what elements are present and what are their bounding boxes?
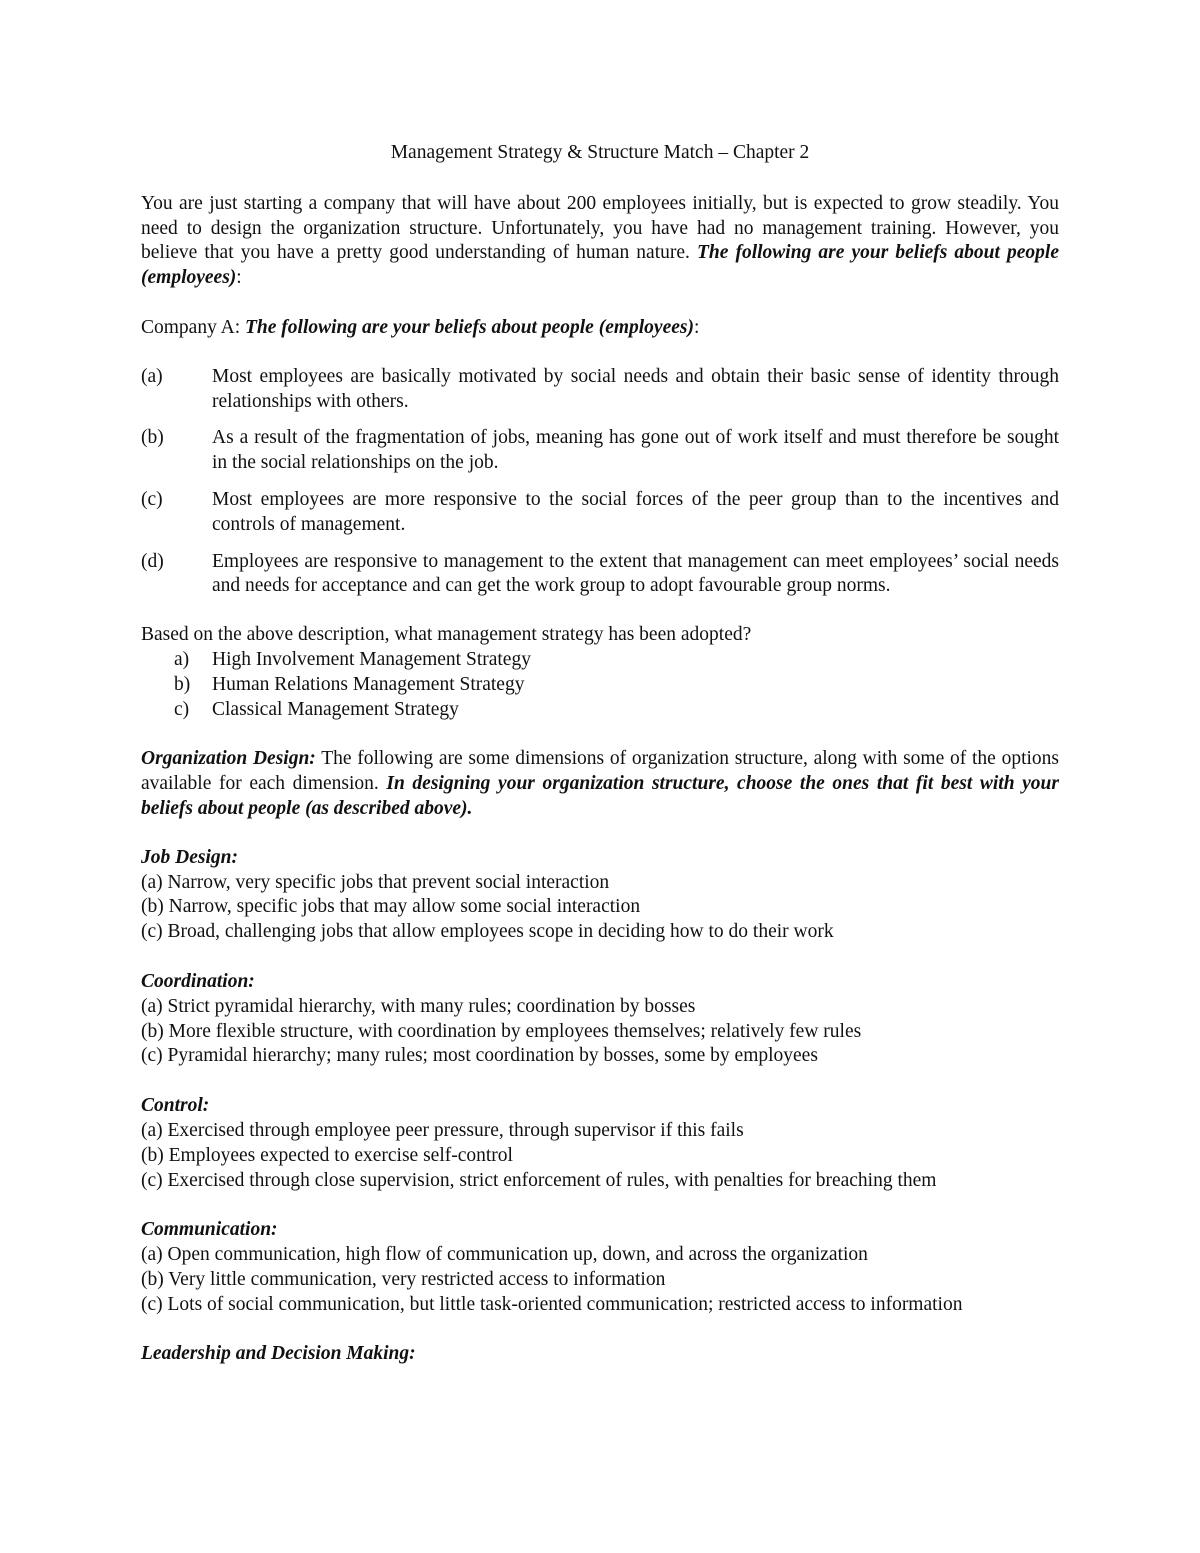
section-heading: Communication: xyxy=(141,1219,278,1241)
section-option: (b) Very little communication, very restricted access to information xyxy=(141,1268,666,1290)
design-text: The following are some dimensions of organization structure, along with some of the options available for each dimension. xyxy=(141,748,1059,795)
section-option: (a) Narrow, very specific jobs that prevent social interaction xyxy=(141,871,610,893)
option-label: c) xyxy=(174,698,190,720)
company-prefix: Company A: xyxy=(141,316,246,338)
section-leadership xyxy=(141,1342,1059,1367)
belief-label: (b) xyxy=(141,427,164,449)
belief-label: (c) xyxy=(141,488,163,510)
belief-item xyxy=(141,550,1059,600)
belief-text: Most employees are basically motivated by social needs and obtain their basic sense of identity through relationships with others. xyxy=(212,365,1059,412)
design-emphasis: In designing your organization structure, choose the ones that fit best with your beliefs about people (as described above). xyxy=(141,773,1059,819)
section-coordination xyxy=(141,970,1059,1069)
strategy-option xyxy=(141,648,1059,673)
document-title: Management Strategy & Structure Match – Chapter 2 xyxy=(390,142,810,163)
option-text: Human Relations Management Strategy xyxy=(212,673,525,695)
belief-text: Most employees are more responsive to the social forces of the peer group than to the incentives and controls of management. xyxy=(212,488,1059,535)
strategy-options xyxy=(141,648,1059,722)
section-heading: Control: xyxy=(141,1095,210,1117)
section-option: (c) Lots of social communication, but little task-oriented communication; restricted access to information xyxy=(141,1293,963,1315)
belief-label: (a) xyxy=(141,365,163,387)
intro-text: You are just starting a company that will have about 200 employees initially, but is expected to grow steadily. You need to design the organization structure. Unfortunately, you have had no management training. However, you believe that you have a pretty good understanding of human nature. xyxy=(141,192,1059,264)
belief-text: As a result of the fragmentation of jobs, meaning has gone out of work itself and must therefore be sought in the social relationships on the job. xyxy=(212,427,1059,474)
design-heading: Organization Design: xyxy=(141,748,316,770)
company-emphasis: The following are your beliefs about people (employees) xyxy=(245,316,694,338)
section-communication xyxy=(141,1218,1059,1317)
intro-paragraph xyxy=(141,192,1059,291)
section-option: (c) Pyramidal hierarchy; many rules; most coordination by bosses, some by employees xyxy=(141,1045,818,1067)
section-option: (a) Exercised through employee peer pressure, through supervisor if this fails xyxy=(141,1119,744,1141)
section-option: (c) Broad, challenging jobs that allow employees scope in deciding how to do their work xyxy=(141,921,834,943)
belief-text: Employees are responsive to management to the extent that management can meet employees’ social needs and needs for acceptance and can get the work group to adopt favourable group norms. xyxy=(212,550,1059,597)
document-body xyxy=(141,141,1059,1392)
option-text: Classical Management Strategy xyxy=(212,698,459,720)
belief-item xyxy=(141,365,1059,415)
strategy-option xyxy=(141,673,1059,698)
option-text: High Involvement Management Strategy xyxy=(212,648,531,670)
belief-item xyxy=(141,426,1059,476)
option-label: b) xyxy=(174,673,191,695)
section-option: (b) More flexible structure, with coordination by employees themselves; relatively few rules xyxy=(141,1020,862,1042)
section-heading: Coordination: xyxy=(141,970,255,992)
section-job-design xyxy=(141,846,1059,945)
section-heading: Job Design: xyxy=(141,846,238,868)
section-heading: Leadership and Decision Making: xyxy=(141,1343,416,1365)
belief-item xyxy=(141,488,1059,538)
intro-emphasis: The following are your beliefs about people (employees) xyxy=(141,242,1060,289)
section-option: (c) Exercised through close supervision, strict enforcement of rules, with penalties for breaching them xyxy=(141,1169,937,1191)
strategy-option xyxy=(141,698,1059,723)
beliefs-list xyxy=(141,365,1059,599)
section-option: (b) Employees expected to exercise self-control xyxy=(141,1144,513,1166)
company-end: : xyxy=(693,316,700,338)
section-control xyxy=(141,1094,1059,1193)
design-paragraph xyxy=(141,747,1059,821)
belief-label: (d) xyxy=(141,550,164,572)
section-option: (a) Strict pyramidal hierarchy, with many rules; coordination by bosses xyxy=(141,995,696,1017)
strategy-question: Based on the above description, what management strategy has been adopted? xyxy=(141,624,752,646)
section-option: (b) Narrow, specific jobs that may allow some social interaction xyxy=(141,896,641,918)
company-line xyxy=(141,316,1059,341)
section-option: (a) Open communication, high flow of communication up, down, and across the organization xyxy=(141,1244,868,1266)
intro-end: : xyxy=(236,267,242,289)
option-label: a) xyxy=(174,648,190,670)
